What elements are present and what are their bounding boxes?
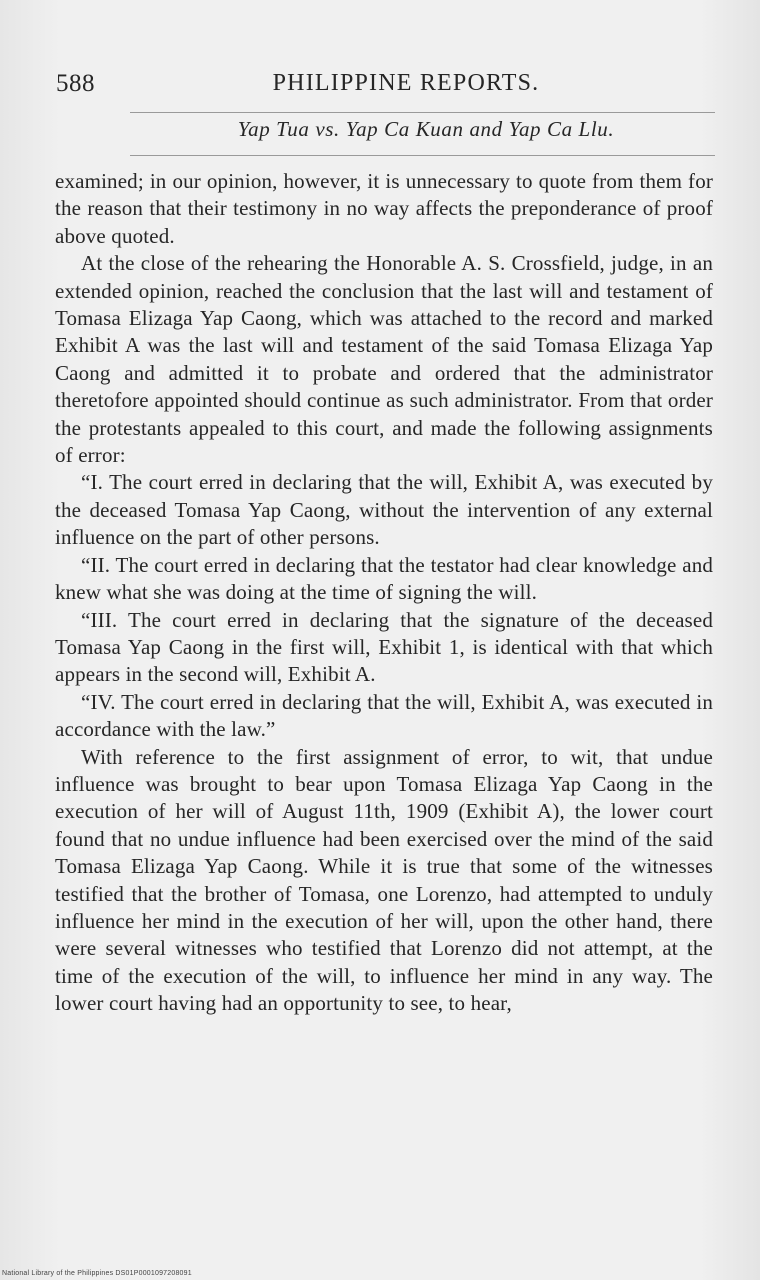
paragraph-2: At the close of the rehearing the Honorable A. S. Crossfield, judge, in an extended opinion, reached the conclusion that the last will and testament of Tomasa Elizaga Yap Caong, which was attached to the record and marked Exhibit A was the last will and testament of the said Tomasa Elizaga Yap Caong and admitted it to probate and ordered that the administrator theretofore appointed should continue as such administrator. From that order the protestants appealed to this court, and made the following assignments of error: bbox=[55, 251, 713, 468]
paragraph-7: With reference to the first assignment of error, to wit, that undue influence was brought to bear upon Tomasa Elizaga Yap Caong in the execution of her will of August 11th, 1909 (Exhibit A), the lower court found that no undue influence had been exercised over the mind of the said Tomasa Elizaga Yap Caong. While it is true that some of the witnesses testified that the brother of Tomasa, one Lorenzo, had attempted to unduly influence her mind in the execution of her will, upon the other hand, there were several witnesses who testified that Lorenzo did not attempt, at the time of the execution of the will, to influence her mind in any way. The lower court having had an opportunity to see, to hear, bbox=[55, 744, 713, 1016]
paragraph-5: “III. The court erred in declaring that the signature of the deceased Tomasa Yap Caong in the first will, Exhibit 1, is identical with that which appears in the second will, Exhibit A. bbox=[55, 607, 713, 687]
paragraph-3: “I. The court erred in declaring that the will, Exhibit A, was executed by the deceased Tomasa Yap Caong, without the intervention of any external influence on the part of other persons. bbox=[55, 470, 713, 550]
paragraph-1: examined; in our opinion, however, it is unnecessary to quote from them for the reason that their testimony in no way affects the preponderance of proof above quoted. bbox=[55, 169, 713, 248]
body-text bbox=[55, 168, 713, 1018]
header-rule-bottom bbox=[130, 155, 715, 156]
case-title: Yap Tua vs. Yap Ca Kuan and Yap Ca Llu. bbox=[237, 117, 615, 141]
paragraph-6: “IV. The court erred in declaring that the will, Exhibit A, was executed in accordance with the law.” bbox=[55, 689, 713, 742]
footer-credit: National Library of the Philippines DS01P0001097208091 bbox=[2, 1270, 192, 1277]
page-header bbox=[56, 70, 716, 110]
paragraph-4: “II. The court erred in declaring that the testator had clear knowledge and knew what she was doing at the time of signing the will. bbox=[55, 552, 713, 605]
page-number: 588 bbox=[56, 70, 95, 97]
running-title: PHILIPPINE REPORTS. bbox=[272, 70, 540, 96]
header-rule-top bbox=[130, 112, 715, 113]
